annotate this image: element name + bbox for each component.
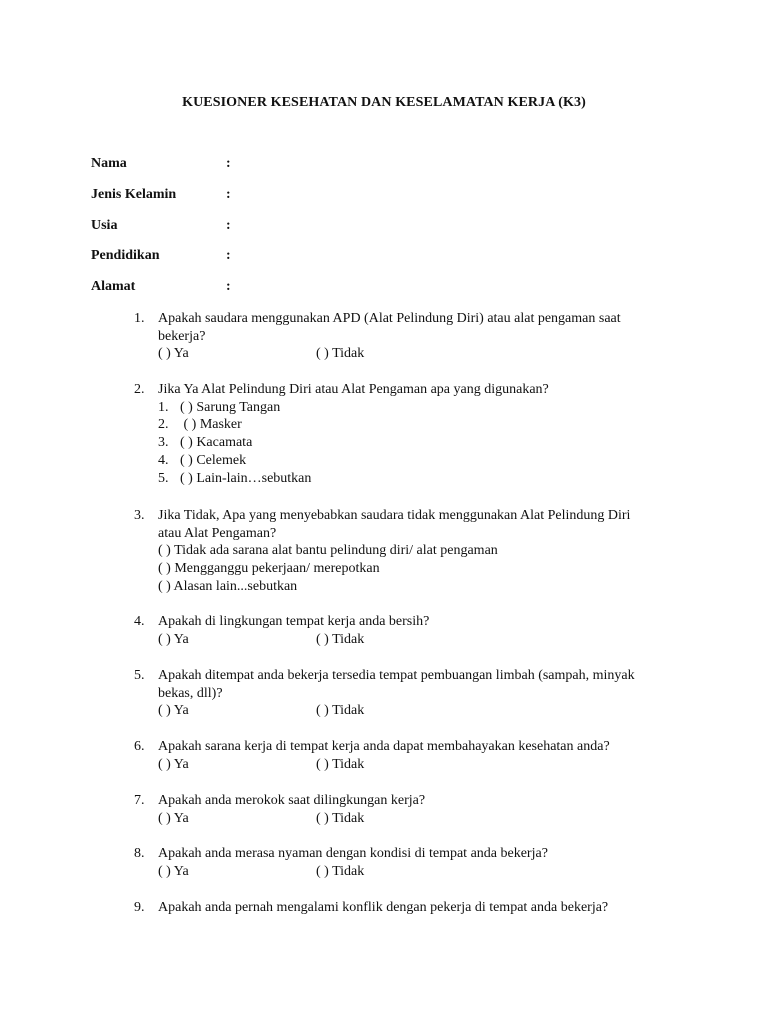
option-ya[interactable]: ( ) Ya <box>158 346 189 361</box>
option-tidak[interactable]: ( ) Tidak <box>316 757 365 772</box>
question-number: 1. <box>134 311 145 326</box>
subitem[interactable]: 5. ( ) Lain-lain…sebutkan <box>158 471 312 486</box>
question-text: Apakah ditempat anda bekerja tersedia tempat pembuangan limbah (sampah, minyak <box>158 668 635 683</box>
field-label: Usia <box>91 218 118 233</box>
option-ya[interactable]: ( ) Ya <box>158 632 189 647</box>
field-label: Jenis Kelamin <box>91 187 177 202</box>
question-number: 7. <box>134 793 145 808</box>
option-ya[interactable]: ( ) Ya <box>158 811 189 826</box>
field-alamat <box>91 278 391 296</box>
question-text: Apakah di lingkungan tempat kerja anda bersih? <box>158 614 430 629</box>
question-number: 2. <box>134 382 145 397</box>
question-text-cont: atau Alat Pengaman? <box>158 526 277 541</box>
field-label: Pendidikan <box>91 248 160 263</box>
question-number: 4. <box>134 614 145 629</box>
subitem[interactable]: 2. ( ) Masker <box>158 417 242 432</box>
option-tidak[interactable]: ( ) Tidak <box>316 632 365 647</box>
option-ya[interactable]: ( ) Ya <box>158 757 189 772</box>
question-text: Jika Ya Alat Pelindung Diri atau Alat Pengaman apa yang digunakan? <box>158 382 549 397</box>
question-text: Apakah anda merasa nyaman dengan kondisi di tempat anda bekerja? <box>158 846 548 861</box>
question-text-cont: bekerja? <box>158 329 206 344</box>
field-colon: : <box>226 248 231 263</box>
option-ya[interactable]: ( ) Ya <box>158 864 189 879</box>
field-label: Alamat <box>91 279 136 294</box>
option-ya[interactable]: ( ) Ya <box>158 703 189 718</box>
option-tidak[interactable]: ( ) Tidak <box>316 811 365 826</box>
question-number: 9. <box>134 900 145 915</box>
field-label: Nama <box>91 156 127 171</box>
field-nama <box>91 155 391 173</box>
question-text: Apakah anda pernah mengalami konflik dengan pekerja di tempat anda bekerja? <box>158 900 609 915</box>
field-pendidikan <box>91 247 391 265</box>
subitem[interactable]: 1. ( ) Sarung Tangan <box>158 400 281 415</box>
question-text: Apakah sarana kerja di tempat kerja anda dapat membahayakan kesehatan anda? <box>158 739 610 754</box>
field-colon: : <box>226 218 231 233</box>
subitem[interactable]: 3. ( ) Kacamata <box>158 435 253 450</box>
question-number: 8. <box>134 846 145 861</box>
choice[interactable]: ( ) Alasan lain...sebutkan <box>158 579 298 594</box>
question-number: 5. <box>134 668 145 683</box>
subitem[interactable]: 4. ( ) Celemek <box>158 453 247 468</box>
question-number: 6. <box>134 739 145 754</box>
option-tidak[interactable]: ( ) Tidak <box>316 703 365 718</box>
question-text: Jika Tidak, Apa yang menyebabkan saudara tidak menggunakan Alat Pelindung Diri <box>158 508 631 523</box>
choice[interactable]: ( ) Mengganggu pekerjaan/ merepotkan <box>158 561 380 576</box>
field-usia <box>91 217 391 235</box>
field-colon: : <box>226 156 231 171</box>
option-tidak[interactable]: ( ) Tidak <box>316 346 365 361</box>
option-tidak[interactable]: ( ) Tidak <box>316 864 365 879</box>
question-text-cont: bekas, dll)? <box>158 686 223 701</box>
choice[interactable]: ( ) Tidak ada sarana alat bantu pelindung diri/ alat pengaman <box>158 543 498 558</box>
question-number: 3. <box>134 508 145 523</box>
field-jenis-kelamin <box>91 186 391 204</box>
question-text: Apakah anda merokok saat dilingkungan kerja? <box>158 793 426 808</box>
document-title: KUESIONER KESEHATAN DAN KESELAMATAN KERJA (K3) <box>182 95 586 110</box>
field-colon: : <box>226 187 231 202</box>
field-colon: : <box>226 279 231 294</box>
question-text: Apakah saudara menggunakan APD (Alat Pelindung Diri) atau alat pengaman saat <box>158 311 621 326</box>
